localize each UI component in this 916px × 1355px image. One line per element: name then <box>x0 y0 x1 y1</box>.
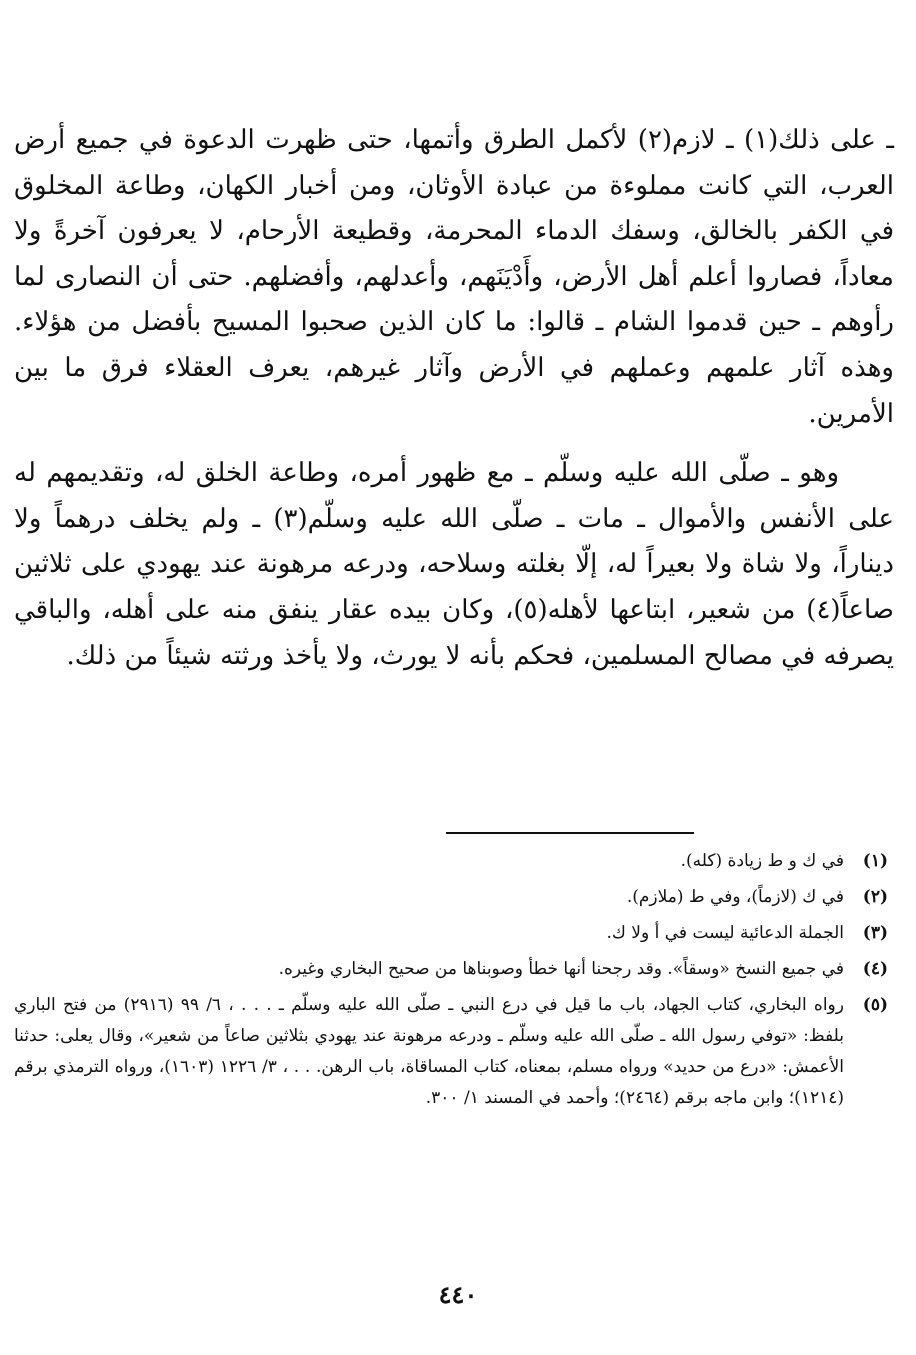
footnote-text: في ك (لازماً)، وفي ط (ملازم). <box>626 887 844 907</box>
footnote-item <box>14 954 888 985</box>
footnote-text: الجملة الدعائية ليست في أ ولا ك. <box>606 923 844 943</box>
footnote-number: (٤) <box>862 959 888 979</box>
footnote-text: في جميع النسخ «وسقاً». وقد رجحنا أنها خطأ وصوبناها من صحيح البخاري وغيره. <box>278 959 844 979</box>
footnote-text: رواه البخاري، كتاب الجهاد، باب ما قيل في درع النبي ـ صلّى الله عليه وسلّم ـ . . . ، ٦/ ٩٩ (٢٩١٦) من فتح الباري بلفظ: «توفي رسول الله ـ صلّى الله عليه وسلّم ـ ودرعه مرهونة عند يهودي بثلاثين صاعاً من شعير»، وقال يعلى: حدثنا الأعمش: «درع من حديد» ورواه مسلم، بمعناه، كتاب المساقاة، باب الرهن. . . ، ٣/ ١٢٢٦ (١٦٠٣)، ورواه الترمذي برقم (١٢١٤)؛ وابن ماجه برقم (٢٤٦٤)؛ وأحمد في المسند ١/ ٣٠٠. <box>14 995 844 1108</box>
paragraph: وهو ـ صلّى الله عليه وسلّم ـ مع ظهور أمره، وطاعة الخلق له، وتقديمهم له على الأنفس والأموال ـ مات ـ صلّى الله عليه وسلّم(٣) ـ ولم يخلف درهماً ولا ديناراً، ولا شاة ولا بعيراً له، إلّا بغلته وسلاحه، ودرعه مرهونة عند يهودي على ثلاثين صاعاً(٤) من شعير، ابتاعها لأهله(٥)، وكان بيده عقار ينفق منه على أهله، والباقي يصرفه في مصالح المسلمين، فحكم بأنه لا يورث، ولا يأخذ ورثته شيئاً من ذلك. <box>14 458 894 671</box>
footnote-separator <box>446 832 694 834</box>
footnote-item <box>14 990 888 1114</box>
footnote-number: (٢) <box>862 887 888 907</box>
footnote-number: (١) <box>862 851 888 871</box>
paragraph: ـ على ذلك(١) ـ لازم(٢) لأكمل الطرق وأتمها، حتى ظهرت الدعوة في جميع أرض العرب، التي كانت مملوءة من عبادة الأوثان، ومن أخبار الكهان، وطاعة المخلوق في الكفر بالخالق، وسفك الدماء المحرمة، وقطيعة الأرحام، لا يعرفون آخرةً ولا معاداً، فصاروا أعلم أهل الأرض، وأَدْيَنَهم، وأعدلهم، وأفضلهم. حتى أن النصارى لما رأوهم ـ حين قدموا الشام ـ قالوا: ما كان الذين صحبوا المسيح بأفضل من هؤلاء. وهذه آثار علمهم وعملهم في الأرض وآثار غيرهم، يعرف العقلاء فرق ما بين الأمرين. <box>14 125 895 429</box>
page-number: ٤٤٠ <box>438 1280 478 1309</box>
footnote-text: في ك و ط زيادة (كله). <box>680 851 844 871</box>
footnote-item <box>14 918 888 949</box>
footnote-item <box>14 882 888 913</box>
footnote-item <box>14 846 888 877</box>
main-text <box>14 118 894 679</box>
footnote-number: (٣) <box>862 923 888 943</box>
footnote-number: (٥) <box>862 995 888 1015</box>
footnotes <box>14 846 888 1119</box>
